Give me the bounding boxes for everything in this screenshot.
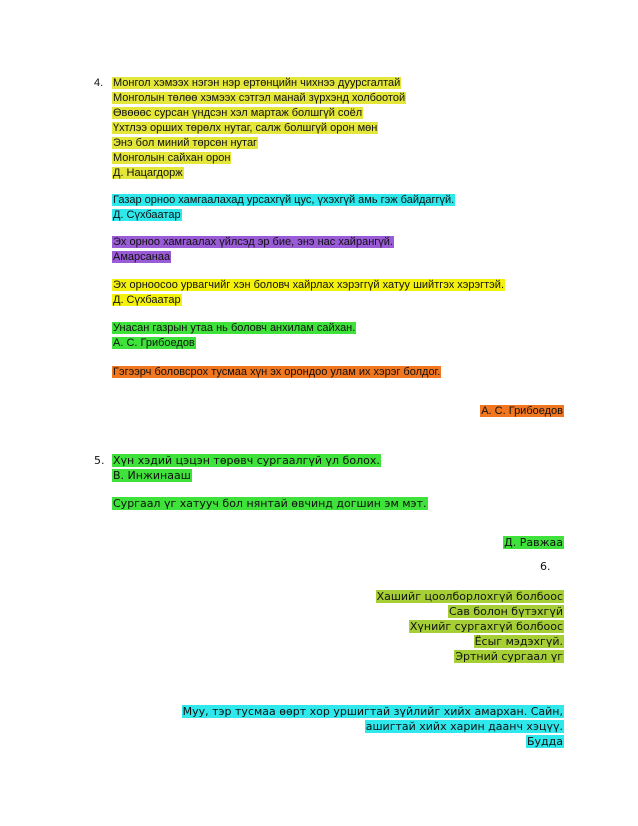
quote: Эх орноосоо урвагчийг хэн боловч хайрлах хэрэггүй хатуу шийтгэх хэрэгтэй. xyxy=(113,279,504,291)
quote-author: Амарсанаа xyxy=(113,251,171,263)
poem-author: Эртний сургаал үг xyxy=(455,650,563,663)
quote-author: Д. Равжаа xyxy=(504,536,563,549)
quote: Унасан газрын утаа нь боловч анхилам сайхан. xyxy=(113,322,356,334)
quote-author: А. С. Грибоедов xyxy=(113,337,195,349)
section-6-number: 6. xyxy=(540,560,551,573)
poem-line: Монгол хэмээх нэгэн нэр ертөнцийн чихнээ дуурсгалтай xyxy=(113,77,401,89)
poem-line: Монголын сайхан орон xyxy=(113,152,231,164)
poem-line: Сав болон бүтэхгүй xyxy=(448,605,563,618)
poem-line: Үхтлээ орших төрөлх нутаг, салж болшгүй орон мөн xyxy=(113,122,378,134)
quote: Эх орноо хамгаалах үйлсэд эр бие, энэ нас хайрангүй. xyxy=(113,236,393,248)
quote: Гэгээрч боловсрох тусмаа хүн эх орондоо улам их хэрэг болдог. xyxy=(113,366,441,378)
quote-author: В. Инжинааш xyxy=(113,469,191,482)
poem-line: Хашийг цоолборлохгүй болбоос xyxy=(376,590,563,603)
section-4-number: 4. xyxy=(94,77,104,89)
quote: Хүн хэдий цэцэн төрөвч сургаалгүй үл болох. xyxy=(113,454,380,467)
quote-author: Будда xyxy=(526,735,563,748)
quote: Газар орноо хамгаалахад урсахгүй цус, үхэхгүй амь гэж байдаггүй. xyxy=(113,194,455,206)
quote: Сургаал үг хатууч бол нянтай өвчинд догшин эм мэт. xyxy=(113,497,427,510)
quote-author: Д. Сүхбаатар xyxy=(113,294,181,306)
quote: Муу, тэр тусмаа өөрт хор уршигтай зүйлийг хийх амархан. Сайн, xyxy=(182,705,563,718)
poem-line: Ёсыг мэдэхгүй. xyxy=(474,635,563,648)
quote-author: Д. Сүхбаатар xyxy=(113,209,181,221)
section-5-number: 5. xyxy=(94,454,105,467)
quote: ашигтай хийх харин даанч хэцүү. xyxy=(365,720,563,733)
poem-line: Монголын төлөө хэмээх сэтгэл манай зүрхэнд холбоотой xyxy=(113,92,406,104)
poem-author: Д. Нацагдорж xyxy=(113,167,183,179)
poem-line: Хүнийг сургахгүй болбоос xyxy=(409,620,563,633)
poem-line: Өвөөөс сурсан үндсэн хэл мартаж болшгүй соёл xyxy=(113,107,363,119)
poem-line: Энэ бол миний төрсөн нутаг xyxy=(113,137,258,149)
quote-author: А. С. Грибоедов xyxy=(481,405,563,417)
